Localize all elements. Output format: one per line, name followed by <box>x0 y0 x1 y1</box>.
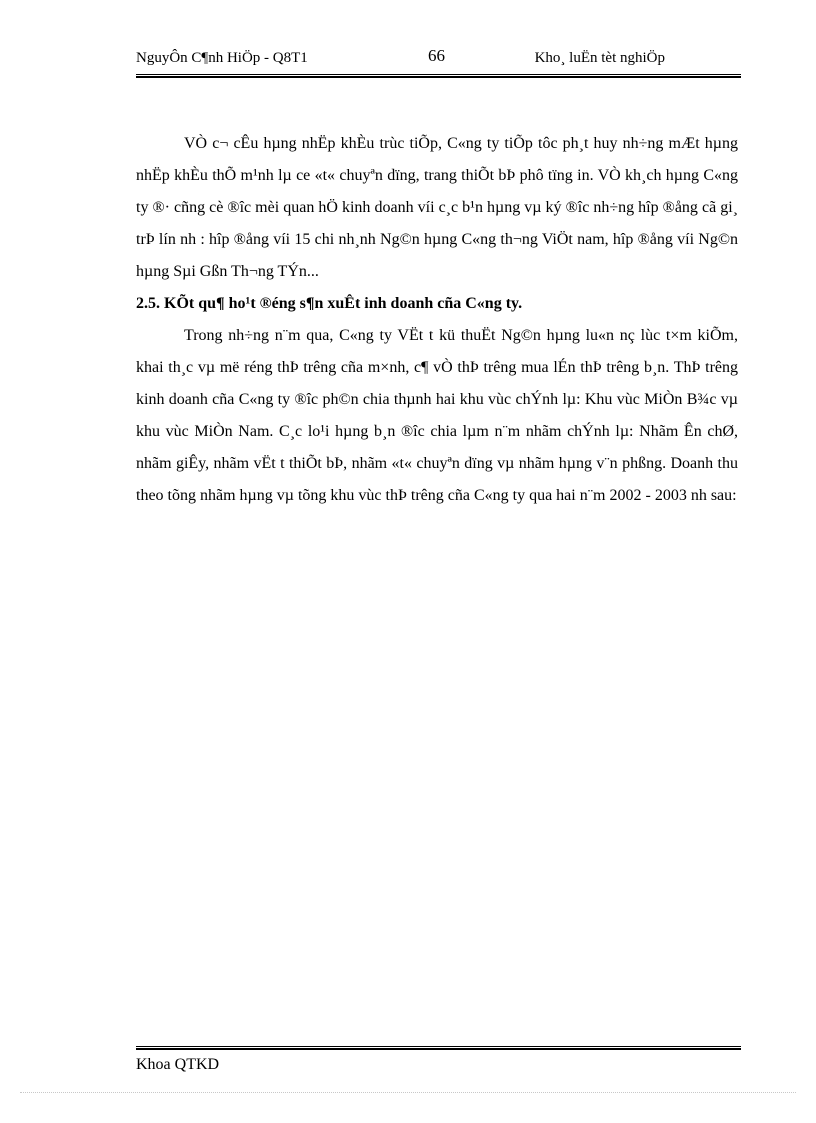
header-divider <box>136 74 741 78</box>
section-heading: 2.5. KÕt qu¶ ho¹t ®éng s¶n xuÊt inh doanh cña C«ng ty. <box>136 295 523 312</box>
main-content <box>136 128 738 512</box>
page-header <box>136 44 741 74</box>
paragraph-business-results: Trong nh÷ng n¨m qua, C«ng ty VËt t kü thuËt Ng©n hµng lu«n nç lùc t×m kiÕm, khai th¸c vµ më réng thÞ trêng cña m×nh, c¶ vÒ thÞ trêng mua lÉn thÞ trêng b¸n. ThÞ trêng kinh doanh cña C«ng ty ®îc ph©n chia thµnh hai khu vùc chÝnh lµ: Khu vùc MiÒn B¾c vµ khu vùc MiÒn Nam. C¸c lo¹i hµng b¸n ®îc chia lµm n¨m nhãm chÝnh lµ: Nhãm Ên chØ, nhãm giÊy, nhãm vËt t thiÕt bÞ, nhãm «t« chuyªn dïng vµ nhãm hµng v¨n phßng. Doanh thu theo tõng nhãm hµng vµ tõng khu vùc thÞ trêng cña C«ng ty qua hai n¨m 2002 - 2003 nh sau: <box>136 327 738 504</box>
page-edge-line <box>20 1092 796 1093</box>
paragraph-import-structure: VÒ c¬ cÊu hµng nhËp khÈu trùc tiÕp, C«ng ty tiÕp tôc ph¸t huy nh÷ng mÆt hµng nhËp khÈu thÕ m¹nh lµ ce «t« chuyªn dïng, trang thiÕt bÞ phô tïng in. VÒ kh¸ch hµng C«ng ty ®· cñng cè ®îc mèi quan hÖ kinh doanh víi c¸c b¹n hµng vµ ký ®îc nh÷ng hîp ®ång cã gi¸ trÞ lín nh : hîp ®ång víi 15 chi nh¸nh Ng©n hµng C«ng th¬ng ViÖt nam, hîp ®ång víi Ng©n hµng Sµi Gßn Th¬ng TÝn... <box>136 135 738 280</box>
header-author: NguyÔn C¶nh HiÖp - Q8T1 <box>136 50 308 66</box>
page-footer: Khoa QTKD <box>136 1056 220 1073</box>
page-number: 66 <box>428 46 445 65</box>
footer-divider <box>136 1046 741 1050</box>
header-document-type: Kho¸ luËn tèt nghiÖp <box>534 50 665 66</box>
